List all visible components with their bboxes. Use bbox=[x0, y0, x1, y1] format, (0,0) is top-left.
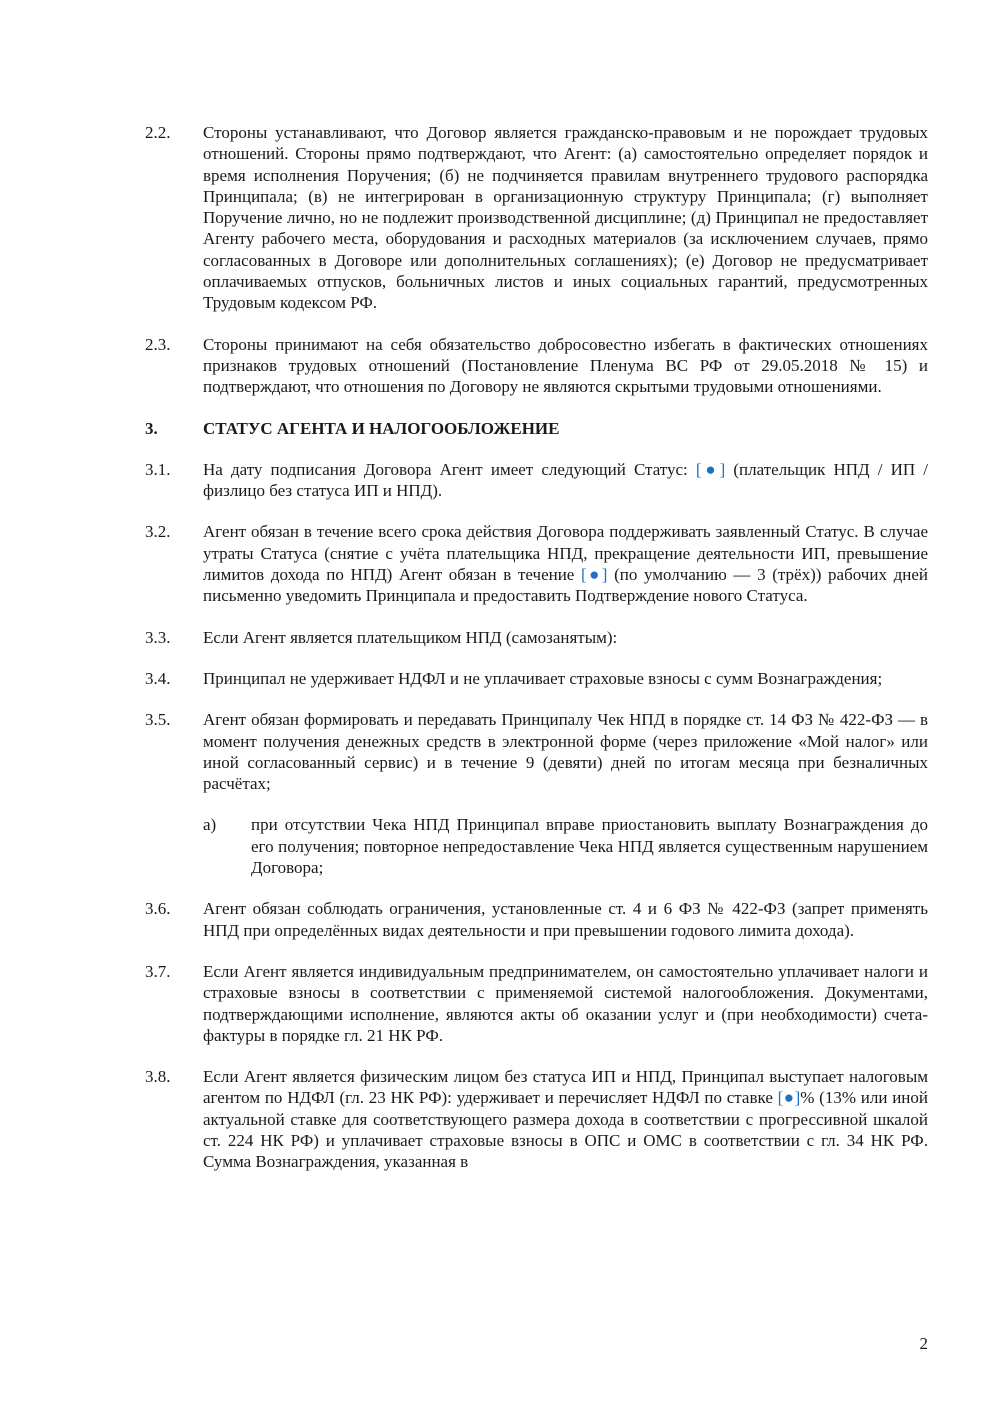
clause-number: 3.3. bbox=[145, 627, 171, 647]
days-placeholder[interactable]: [●] bbox=[581, 565, 608, 585]
clause-number: 2.2. bbox=[145, 123, 171, 142]
clause-text: Принципал не удерживает НДФЛ и не уплачивает страховые взносы с сумм Вознаграждения; bbox=[203, 668, 883, 688]
clause-text bbox=[203, 459, 928, 502]
clause-3-6 bbox=[145, 898, 928, 941]
clause-text: Если Агент является плательщиком НПД (самозанятым): bbox=[203, 627, 618, 647]
clause-text: Если Агент является индивидуальным предпринимателем, он самостоятельно уплачивает налоги и страховые взносы в соответствии с применяемой системой налогообложения. Документами, подтверждающими исполнение, являются акты об оказании услуг и (при необходимости) счета-фактуры в порядке гл. 21 НК РФ. bbox=[203, 961, 928, 1045]
section-heading bbox=[145, 418, 928, 439]
clause-3-4 bbox=[145, 668, 928, 689]
document-body bbox=[145, 122, 928, 1193]
clause-text bbox=[203, 1066, 928, 1172]
clause-number: 3.5. bbox=[145, 710, 171, 730]
clause-number: 2.3. bbox=[145, 334, 171, 354]
clause-3-8 bbox=[145, 1066, 928, 1172]
clause-text: Стороны принимают на себя обязательство добросовестно избегать в фактических отношениях признаков трудовых отношений (Постановление Пленума ВС РФ от 29.05.2018 № 15) и подтверждают, что отношения по Договору не являются скрытыми трудовыми отношениями. bbox=[203, 334, 928, 397]
clause-3-2 bbox=[145, 521, 928, 606]
clause-number: 3.6. bbox=[145, 899, 171, 919]
clause-number: 3.7. bbox=[145, 961, 171, 981]
clause-text: Стороны устанавливают, что Договор является гражданско-правовым и не порождает трудовых отношений. Стороны прямо подтверждают, что Агент: (а) самостоятельно определяет порядок и время исполнения Поручения; (б) не подчиняется правилам внутреннего трудового распорядка Принципала; (в) не интегрирован в организационную структуру Принципала; (г) выполняет Поручение лично, но не подлежит производственной дисциплине; (д) Принципал не предоставляет Агенту рабочего места, оборудования и расходных материалов (за исключением случаев, прямо согласованных в Договоре или дополнительных соглашениях); (е) Договор не предусматривает оплачиваемых отпусков, больничных листов и иных социальных гарантий, предусмотренных Трудовым кодексом РФ. bbox=[203, 123, 928, 313]
clause-text: Агент обязан формировать и передавать Принципалу Чек НПД в порядке ст. 14 ФЗ № 422-ФЗ — в момент получения денежных средств в электронной форме (через приложение «Мой налог» или иной согласованный сервис) и в течение 9 (девяти) дней по итогам месяца при безналичных расчётах; bbox=[203, 710, 928, 794]
clause-3-1 bbox=[145, 459, 928, 502]
clause-text-part: Если Агент является физическим лицом без статуса ИП и НПД, Принципал выступает налоговым агентом по НДФЛ (гл. 23 НК РФ): удерживает и перечисляет НДФЛ по ставке bbox=[203, 1067, 928, 1108]
clause-text-part: % (13% или иной актуальной ставке для соответствующего размера дохода в соответствии с прогрессивной шкалой ст. 224 НК РФ) и уплачивает страховые взносы в ОПС и ОМС в соответствии с гл. 34 НК РФ. Сумма Вознаграждения, указанная в bbox=[203, 1088, 928, 1172]
clause-text-part: На дату подписания Договора Агент имеет следующий Статус: bbox=[203, 459, 696, 479]
section-title: СТАТУС АГЕНТА И НАЛОГООБЛОЖЕНИЕ bbox=[203, 418, 560, 438]
clause-text: Агент обязан соблюдать ограничения, установленные ст. 4 и 6 ФЗ № 422-ФЗ (запрет применять НПД при определённых видах деятельности и при превышении годового лимита дохода). bbox=[203, 899, 928, 940]
clause-number: 3.4. bbox=[145, 668, 171, 688]
clause-3-3 bbox=[145, 627, 928, 648]
clause-2-2 bbox=[145, 122, 928, 314]
rate-placeholder[interactable]: [●] bbox=[777, 1088, 801, 1108]
clause-text-part: (плательщик НПД / ИП / физлицо без статуса ИП и НПД). bbox=[203, 459, 929, 501]
clause-3-5 bbox=[145, 709, 928, 794]
clause-number: 3.8. bbox=[145, 1067, 171, 1087]
clause-number: 3.1. bbox=[145, 459, 171, 479]
clause-number: 3.2. bbox=[145, 522, 171, 542]
subclause-text: при отсутствии Чека НПД Принципал вправе приостановить выплату Вознаграждения до его получения; повторное непредоставление Чека НПД является существенным нарушением Договора; bbox=[251, 815, 928, 878]
subclause-a bbox=[203, 814, 928, 878]
clause-text bbox=[203, 521, 928, 606]
section-number: 3. bbox=[145, 418, 158, 438]
clause-2-3 bbox=[145, 334, 928, 398]
page-number: 2 bbox=[919, 1334, 928, 1353]
clause-3-7 bbox=[145, 961, 928, 1046]
status-placeholder[interactable]: [●] bbox=[695, 459, 726, 479]
subclause-letter: a) bbox=[203, 815, 217, 835]
clause-text-part: Агент обязан в течение всего срока действия Договора поддерживать заявленный Статус. В случае утраты Статуса (снятие с учёта плательщика НПД, прекращение деятельности ИП, превышение лимитов дохода по НПД) Агент обязан в течение bbox=[203, 522, 928, 585]
clause-text-part: (по умолчанию — 3 (трёх)) рабочих дней письменно уведомить Принципала и предоставить Подтверждение нового Статуса. bbox=[203, 565, 928, 606]
